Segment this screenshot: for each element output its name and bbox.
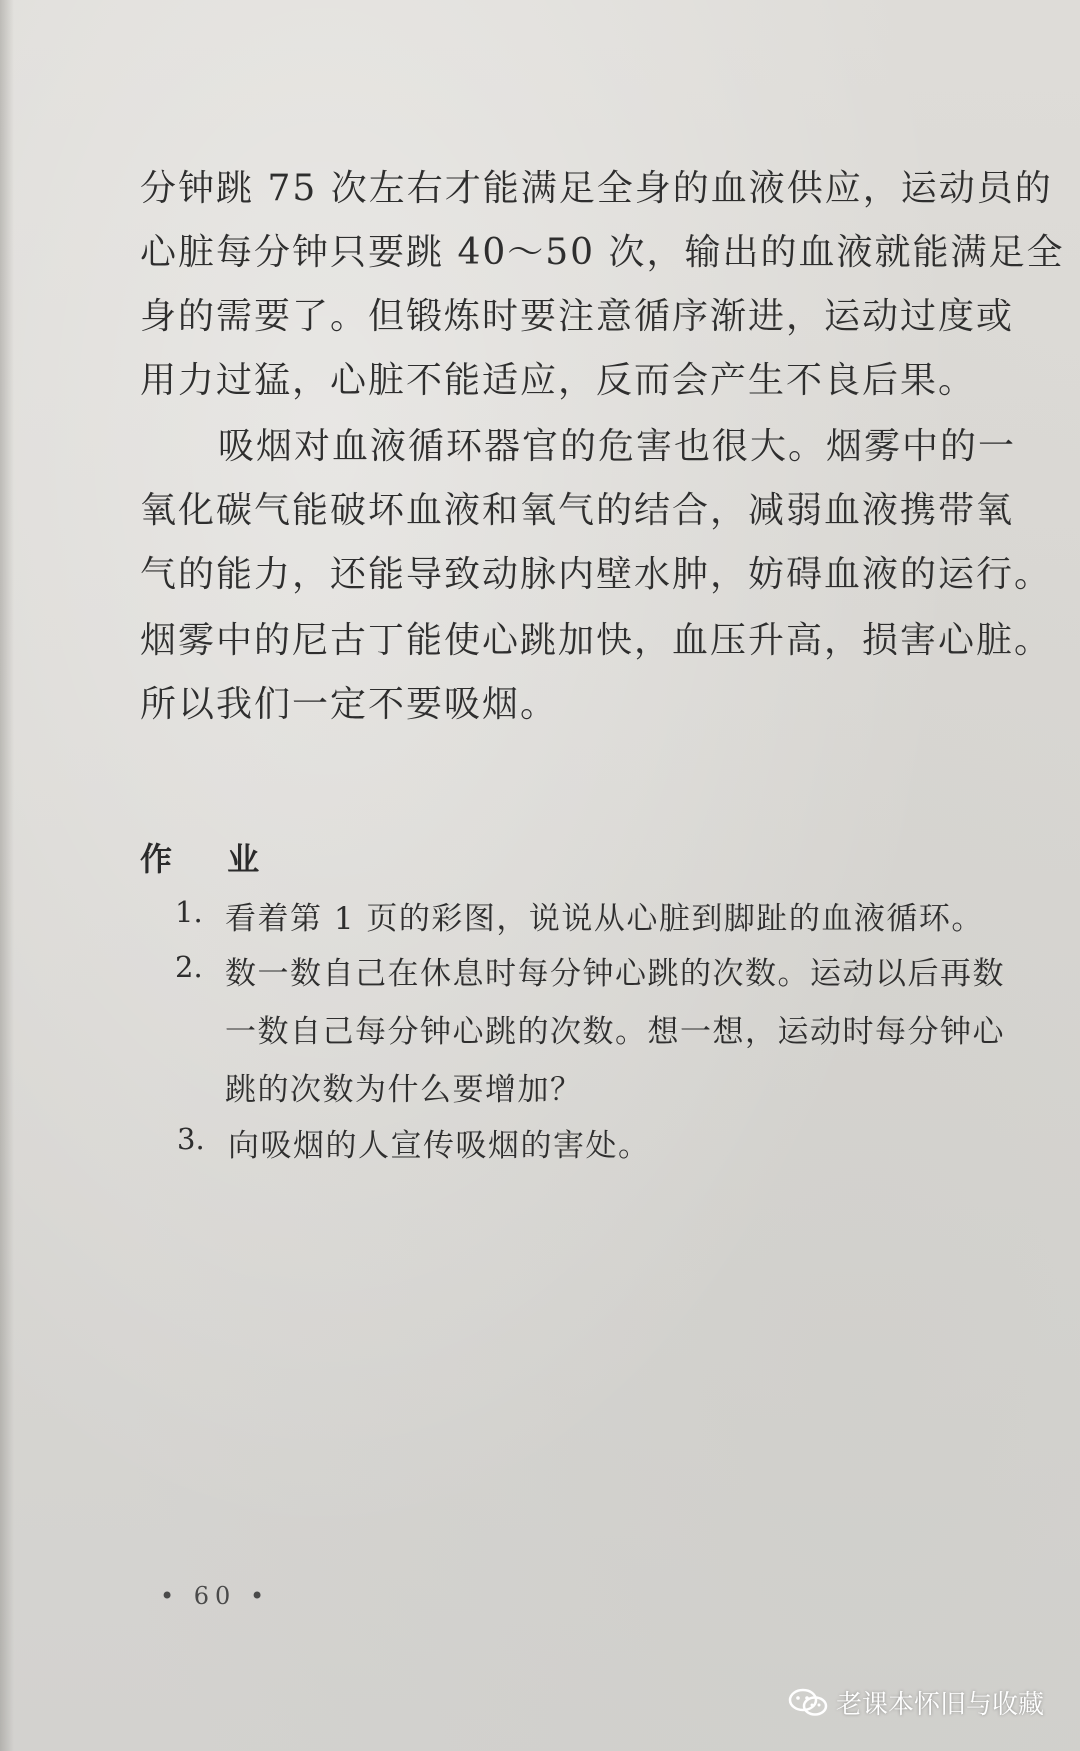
homework-title: 作 业 [140, 840, 282, 878]
body-line: 身的需要了。但锻炼时要注意循序渐进，运动过度或 [140, 296, 1015, 337]
wechat-icon [788, 1688, 828, 1718]
body-line: 心脏每分钟只要跳 40～50 次，输出的血液就能满足全 [140, 232, 1065, 273]
body-line: 气的能力，还能导致动脉内壁水肿，妨碍血液的运行。 [140, 554, 1053, 595]
homework-item-text: 数一数自己在休息时每分钟心跳的次数。运动以后再数 [225, 956, 1005, 992]
homework-item-text: 一数自己每分钟心跳的次数。想一想，运动时每分钟心 [225, 1014, 1005, 1050]
body-line: 分钟跳 75 次左右才能满足全身的血液供应，运动员的 [140, 168, 1053, 209]
homework-item-text: 跳的次数为什么要增加？ [225, 1072, 583, 1108]
body-line: 氧化碳气能破坏血液和氧气的结合，减弱血液携带氧 [140, 490, 1015, 531]
body-line: 吸烟对血液循环器官的危害也很大。烟雾中的一 [218, 426, 1017, 467]
homework-item-text: 看着第 1 页的彩图，说说从心脏到脚趾的血液循环。 [225, 901, 984, 937]
body-line: 所以我们一定不要吸烟。 [140, 684, 559, 725]
homework-item-number: 1. [175, 895, 203, 929]
homework-item-number: 3. [177, 1122, 205, 1156]
watermark-text: 老课本怀旧与收藏 [835, 1690, 1044, 1720]
homework-item-text: 向吸烟的人宣传吸烟的害处。 [228, 1128, 651, 1164]
page-number: • 60 • [160, 1582, 271, 1610]
homework-item-number: 2. [175, 950, 203, 984]
watermark [788, 1684, 1044, 1721]
body-line: 烟雾中的尼古丁能使心跳加快，血压升高，损害心脏。 [140, 620, 1053, 661]
body-line: 用力过猛，心脏不能适应，反而会产生不良后果。 [140, 360, 977, 401]
